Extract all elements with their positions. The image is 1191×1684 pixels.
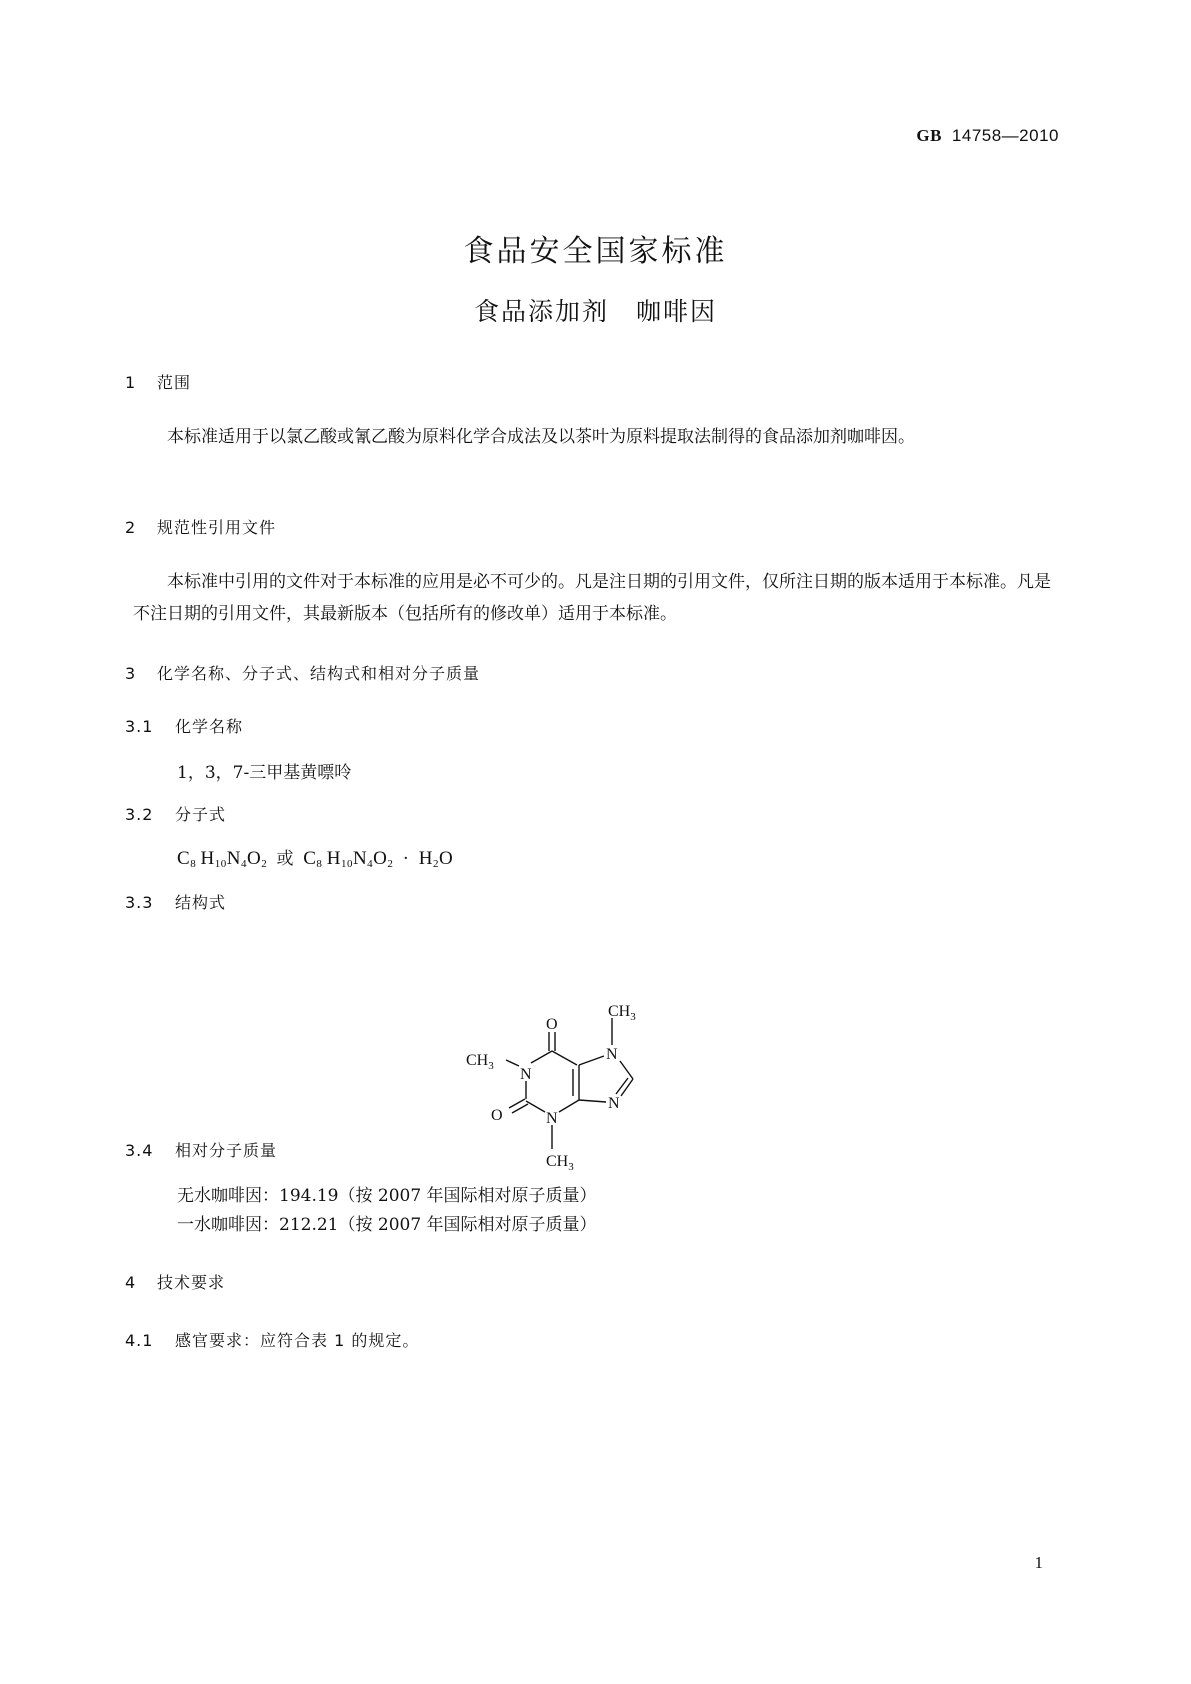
section-number: 3.4 [125,1141,154,1160]
document-subtitle: 食品添加剂 咖啡因 [473,297,717,326]
section-text: 感官要求：应符合表 1 的规定。 [175,1331,420,1350]
section-1-heading [125,370,191,393]
section-number: 2 [125,518,137,537]
section-number: 4.1 [125,1331,154,1350]
page-number: 1 [1034,1553,1043,1572]
methyl-top: $CH_3$ [608,1003,636,1023]
methyl-left: $CH_3$ [466,1052,494,1072]
caffeine-structure-diagram [466,1003,688,1183]
atom-n7: N [606,1046,618,1063]
section-title: 范围 [157,373,192,392]
section-number: 1 [125,373,137,392]
section-title: 结构式 [175,893,227,912]
section-number: 4 [125,1273,137,1292]
chemical-name: 1，3，7-三甲基黄嘌呤 [177,763,352,783]
section-4-heading [125,1270,225,1293]
section-2-heading [125,515,276,538]
section-title: 分子式 [175,805,227,824]
section-title: 规范性引用文件 [157,518,277,537]
standard-number: 14758—2010 [951,126,1059,145]
section-1-text: 本标准适用于以氯乙酸或氰乙酸为原料化学合成法及以茶叶为原料提取法制得的食品添加剂咖啡因。 [167,427,915,447]
formula-anhydrous: $C_8$ $H_{10}N_4O_2$ [177,848,268,870]
section-4-1-heading [125,1328,419,1351]
section-2-text: 本标准中引用的文件对于本标准的应用是必不可少的。凡是注日期的引用文件，仅所注日期的版本适用于本标准。凡是不注日期的引用文件，其最新版本（包括所有的修改单）适用于本标准。 [133,572,1051,624]
section-number: 3.2 [125,805,154,824]
molecular-mass-monohydrate: 一水咖啡因：212.21（按 2007 年国际相对原子质量） [177,1215,597,1235]
formula-or: 或 [276,849,294,869]
section-title: 化学名称 [175,717,244,736]
atom-n9: N [608,1095,620,1112]
section-number: 3.1 [125,717,154,736]
structure-bonds [506,1018,633,1149]
document-title: 食品安全国家标准 [463,234,728,269]
section-3-1-heading [125,714,243,737]
formula-monohydrate: $C_8$ $H_{10}N_4O_2 \cdot H_2O$ [303,848,454,870]
section-3-4-heading [125,1138,277,1161]
section-3-3-heading [125,890,226,913]
section-3-heading [125,661,480,684]
atom-o-left: O [491,1107,503,1124]
section-title: 技术要求 [157,1273,226,1292]
standard-code [916,126,1059,146]
section-3-2-heading [125,802,226,825]
atom-o-top: O [546,1016,558,1033]
molecular-mass-anhydrous: 无水咖啡因：194.19（按 2007 年国际相对原子质量） [177,1186,597,1206]
atom-n3: N [546,1110,558,1127]
molecular-formula [177,844,453,870]
methyl-bottom: $CH_3$ [546,1153,574,1173]
atom-n1: N [520,1066,532,1083]
standard-prefix: GB [916,126,942,145]
section-number: 3 [125,664,137,683]
section-number: 3.3 [125,893,154,912]
section-title: 相对分子质量 [175,1141,278,1160]
section-title: 化学名称、分子式、结构式和相对分子质量 [157,664,481,683]
